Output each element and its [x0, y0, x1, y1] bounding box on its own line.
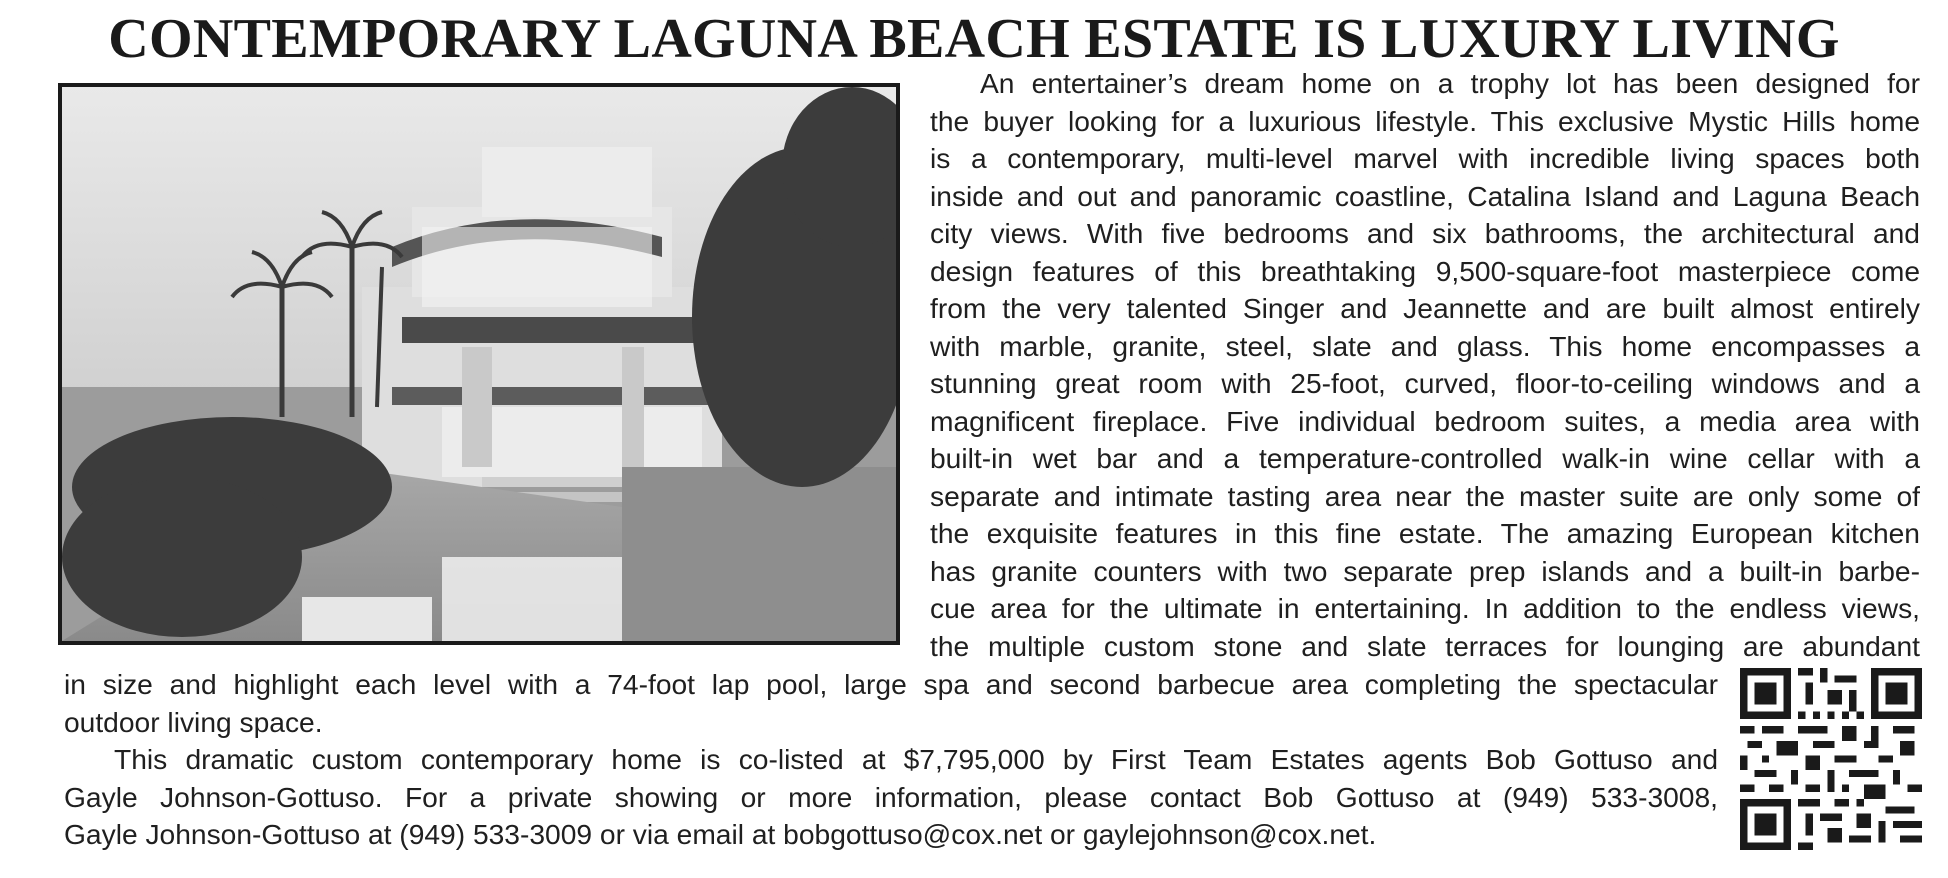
- article-bottom-section: [64, 666, 1718, 854]
- article-line: Gayle Johnson-Gottuso at (949) 533-3009 or via email at bobgottuso@cox.net or gaylejohnson@cox.net.: [64, 818, 1377, 850]
- article-line: built-in wet bar and a temperature-controlled walk-in wine cellar with a: [930, 442, 1920, 474]
- article-line: cue area for the ultimate in entertaining. In addition to the endless views,: [930, 592, 1920, 624]
- headline: CONTEMPORARY LAGUNA BEACH ESTATE IS LUXURY LIVING: [108, 8, 1840, 70]
- house-exterior-photo: [58, 83, 900, 645]
- article-line: the multiple custom stone and slate terraces for lounging are abundant: [930, 629, 1920, 662]
- article-line: separate and intimate tasting area near the master suite are only some of: [930, 479, 1920, 512]
- article-right-column: [930, 65, 1920, 665]
- qr-code-icon: [1740, 668, 1922, 850]
- article-line: stunning great room with 25-foot, curved, floor-to-ceiling windows and a: [930, 367, 1920, 399]
- article-line: with marble, granite, steel, slate and glass. This home encompasses a: [930, 329, 1920, 362]
- article-line: is a contemporary, multi-level marvel with incredible living spaces both: [930, 142, 1920, 174]
- article-line: from the very talented Singer and Jeannette and are built almost entirely: [930, 292, 1920, 324]
- article-line: the buyer looking for a luxurious lifestyle. This exclusive Mystic Hills home: [930, 104, 1920, 137]
- article-line: the exquisite features in this fine estate. The amazing European kitchen: [930, 517, 1920, 549]
- article-line: inside and out and panoramic coastline, Catalina Island and Laguna Beach: [930, 179, 1920, 212]
- article-line: Gayle Johnson-Gottuso. For a private showing or more information, please contact Bob Gottuso at (949) 533-3008,: [64, 780, 1718, 813]
- house-photo-illustration: [62, 87, 896, 641]
- article-line: magnificent fireplace. Five individual bedroom suites, a media area with: [930, 404, 1920, 437]
- article-line: An entertainer’s dream home on a trophy lot has been designed for: [980, 67, 1920, 99]
- article-line: This dramatic custom contemporary home is co-listed at $7,795,000 by First Team Estates agents Bob Gottuso and: [114, 743, 1718, 775]
- article-line: in size and highlight each level with a 74-foot lap pool, large spa and second barbecue area completing the spectacular: [64, 668, 1718, 700]
- article-line: outdoor living space.: [64, 705, 323, 738]
- article-line: design features of this breathtaking 9,500-square-foot masterpiece come: [930, 254, 1920, 287]
- article-line: has granite counters with two separate prep islands and a built-in barbe-: [930, 554, 1920, 587]
- article-line: city views. With five bedrooms and six bathrooms, the architectural and: [930, 217, 1920, 249]
